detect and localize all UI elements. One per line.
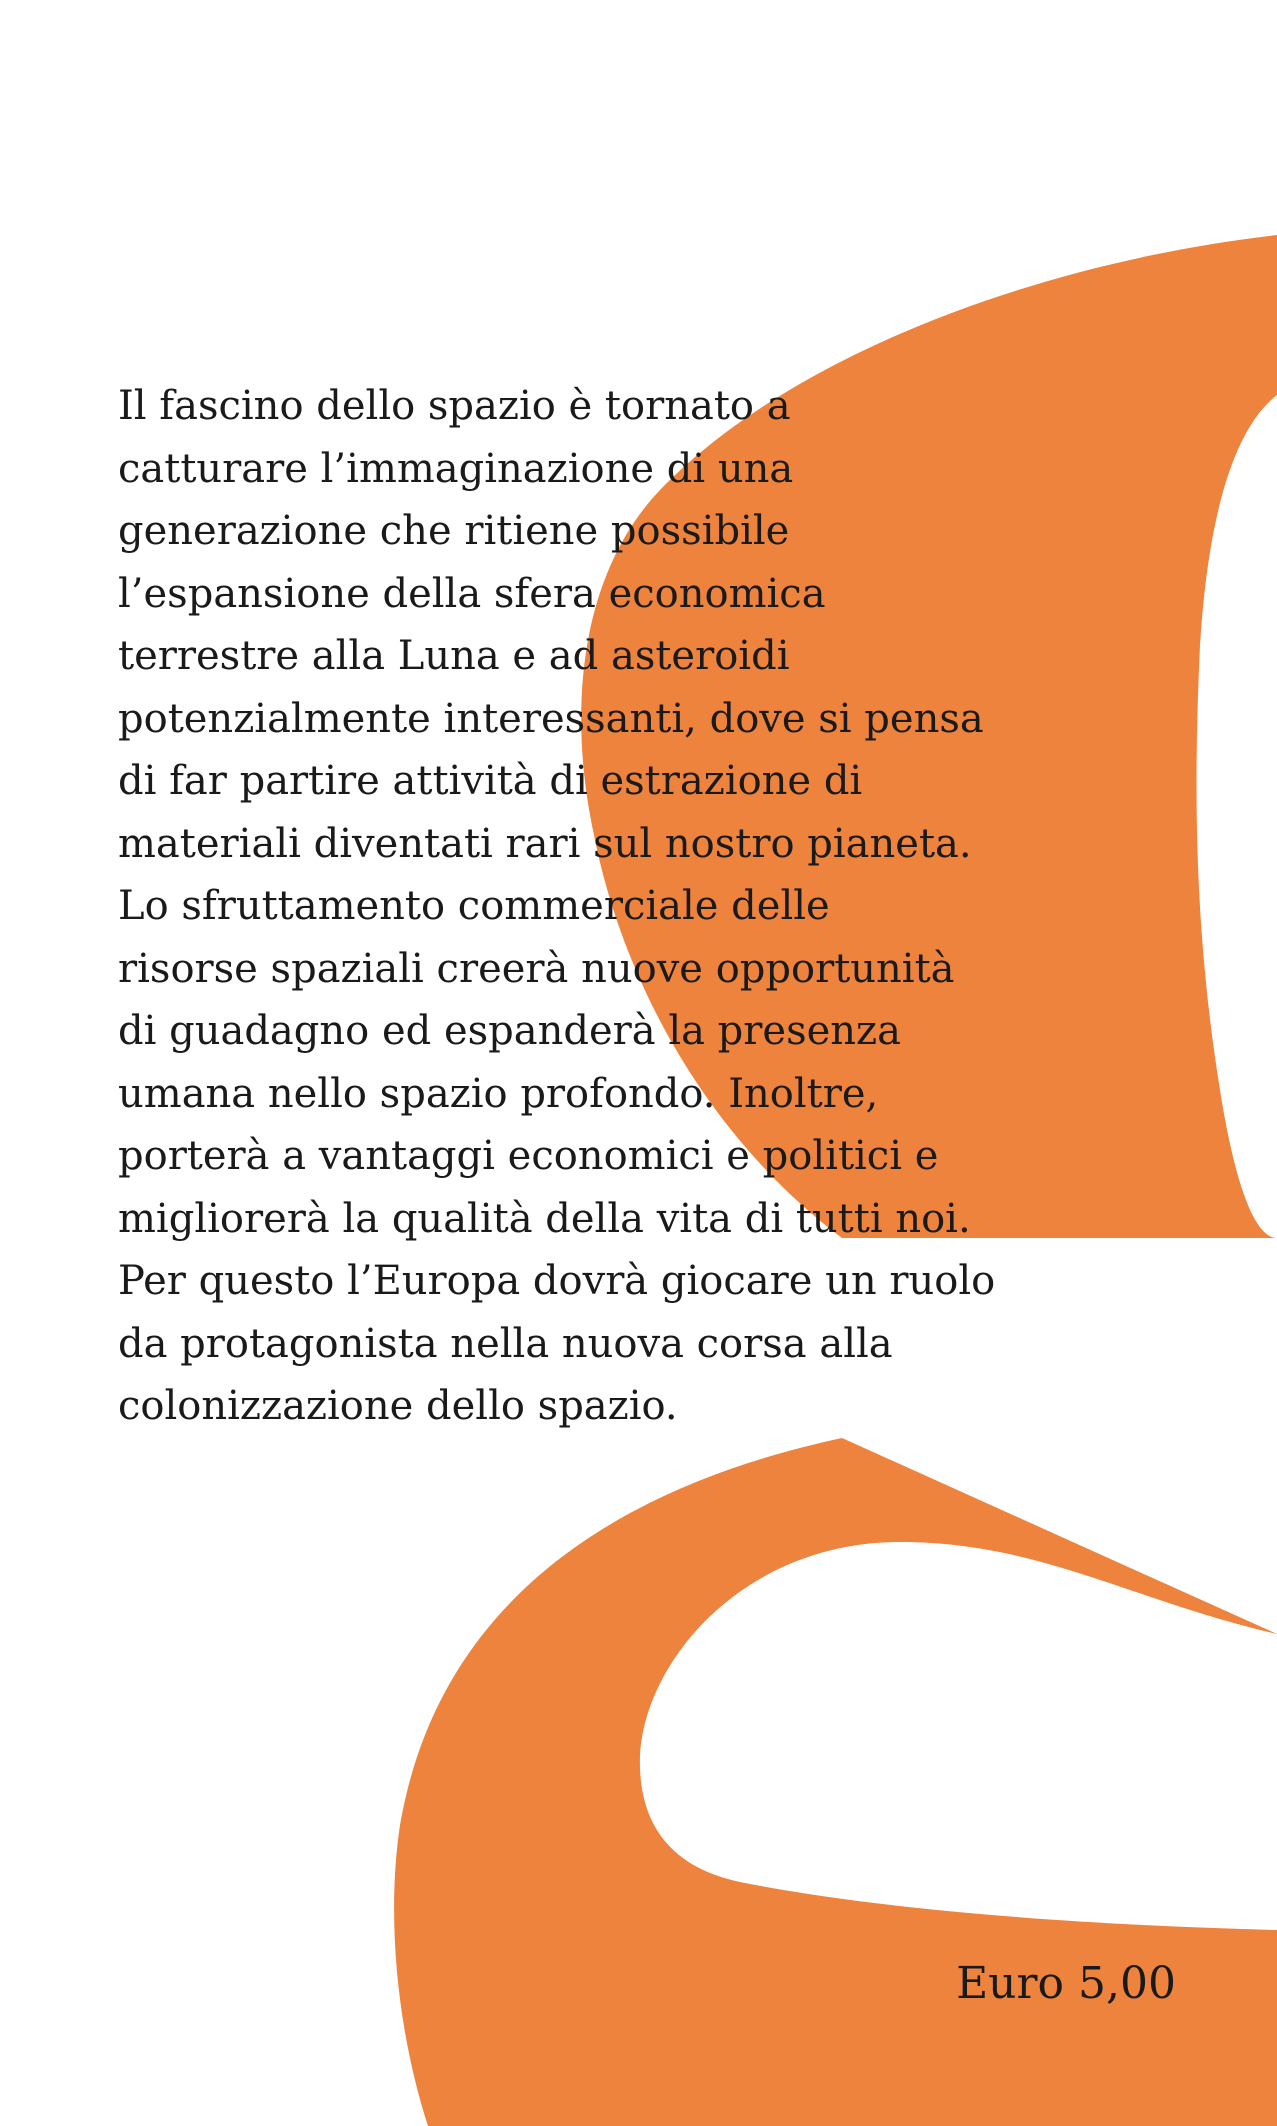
blurb-line: umana nello spazio profondo. Inoltre,: [118, 1070, 879, 1117]
blurb-line: materiali diventati rari sul nostro pianeta.: [118, 820, 972, 867]
blurb-line: Il fascino dello spazio è tornato a: [118, 383, 791, 429]
blurb-line: colonizzazione dello spazio.: [118, 1383, 678, 1429]
blurb-line: terrestre alla Luna e ad asteroidi: [118, 633, 790, 679]
blurb-line: risorse spaziali creerà nuove opportunità: [118, 945, 955, 992]
blurb-line: porterà a vantaggi economici e politici e: [118, 1133, 939, 1179]
blurb-line: catturare l’immaginazione di una: [118, 445, 794, 492]
blurb-line: Lo sfruttamento commerciale delle: [118, 883, 830, 929]
blurb-line: generazione che ritiene possibile: [118, 508, 790, 554]
blurb-line: da protagonista nella nuova corsa alla: [118, 1320, 893, 1367]
blurb-line: l’espansione della sfera economica: [118, 570, 826, 617]
blurb-line: potenzialmente interessanti, dove si pensa: [118, 695, 984, 742]
blurb-line: di far partire attività di estrazione di: [118, 758, 863, 804]
blurb-line: migliorerà la qualità della vita di tutti noi.: [118, 1195, 971, 1242]
price-label: Euro 5,00: [956, 1958, 1176, 2009]
back-cover-blurb: [118, 375, 1018, 1438]
blurb-line: Per questo l’Europa dovrà giocare un ruolo: [118, 1258, 996, 1304]
blurb-line: di guadagno ed espanderà la presenza: [118, 1008, 901, 1054]
